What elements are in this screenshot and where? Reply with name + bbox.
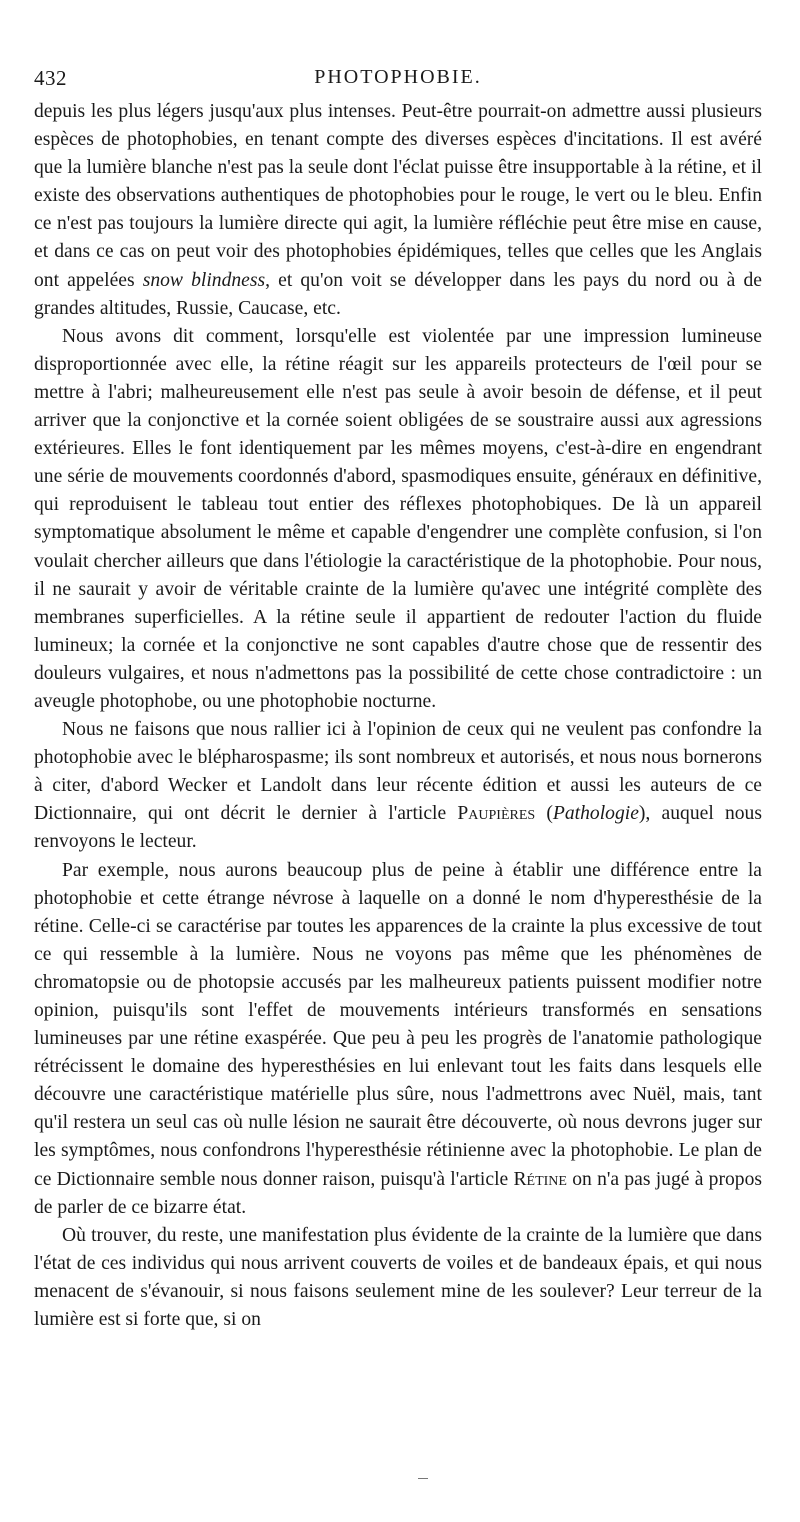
running-head <box>34 62 762 98</box>
text-run: on n'a pas jugé à propos de parler de ce bizarre état. <box>34 1168 762 1218</box>
page-number: 432 <box>34 66 67 90</box>
paragraph <box>34 98 762 323</box>
running-title: PHOTOPHOBIE. <box>314 66 482 88</box>
page-mark <box>418 1478 428 1479</box>
body-text <box>34 98 762 1334</box>
text-run: depuis les plus légers jusqu'aux plus intenses. Peut-être pourrait-on admettre aussi plusieurs espèces de photophobies, en tenant compte des diverses espèces d'incitations. Il est avéré que la lumière blanche n'est pas la seule dont l'éclat puisse être insupportable à la rétine, et il existe des observations authentiques de photophobies pour le rouge, le vert ou le bleu. Enfin ce n'est pas toujours la lumière directe qui agit, la lumière réfléchie peut être mise en cause, et dans ce cas on peut voir des photophobies épidémiques, telles que celles que les Anglais ont appelées <box>34 101 762 291</box>
paragraph <box>34 716 762 856</box>
text-run: Où trouver, du reste, une manifestation plus évidente de la crainte de la lumière que dans l'état de ces individus qui nous arrivent couverts de voiles et de bandeaux épais, et qui nous menacent de s'évanouir, si nous faisons seulement mine de les soulever? Leur terreur de la lumière est si forte que, si on <box>34 1224 762 1331</box>
text-run: , et qu'on voit se développer dans les pays du nord ou à de grandes altitudes, Russie, Caucase, etc. <box>34 269 762 319</box>
italic-text: snow blindness <box>142 269 266 291</box>
book-page <box>34 62 762 1334</box>
italic-text: Pathologie <box>552 803 639 825</box>
small-caps-text: Rétine <box>513 1168 567 1190</box>
small-caps-text: Paupières <box>457 803 536 825</box>
text-run: Nous ne faisons que nous rallier ici à l'opinion de ceux qui ne veulent pas confondre la photophobie avec le blépharospasme; ils sont nombreux et autorisés, et nous nous bornerons à citer, d'abord Wecker et Landolt dans leur récente édition et aussi les auteurs de ce Dictionnaire, qui ont décrit le dernier à l'article <box>34 719 762 825</box>
paragraph <box>34 323 762 716</box>
paragraph <box>34 1222 762 1334</box>
text-run: ( <box>535 803 553 825</box>
text-run: Par exemple, nous aurons beaucoup plus de peine à établir une différence entre la photophobie et cette étrange névrose à laquelle on a donné le nom d'hyperesthésie de la rétine. Celle-ci se caractérise par toutes les apparences de la crainte la plus excessive de tout ce qui ressemble à la lumière. Nous ne voyons pas même que les phénomènes de chromatopsie ou de photopsie accusés par les malheureux patients puissent modifier notre opinion, puisqu'ils sont l'effet de mouvements intérieurs transformés en sensations lumineuses par une rétine exaspérée. Que peu à peu les progrès de l'anatomie pathologique rétrécissent le domaine des hyperesthésies en lui enlevant tout les faits dans lesquels elle découvre une caractéristique matérielle plus sûre, nous l'admettrons avec Nuël, mais, tant qu'il restera un seul cas où nulle lésion ne saurait être découverte, où nous devrons juger sur les symptômes, nous confondrons l'hyperesthésie rétinienne avec la photophobie. Le plan de ce Dictionnaire semble nous donner raison, puisqu'à l'article <box>34 859 762 1190</box>
paragraph <box>34 857 762 1222</box>
text-run: Nous avons dit comment, lorsqu'elle est violentée par une impression lumineuse disproportionnée avec elle, la rétine réagit sur les appareils protecteurs de l'œil pour se mettre à l'abri; malheureusement elle n'est pas seule à avoir besoin de défense, et il peut arriver que la conjonctive et la cornée soient obligées de se soustraire aussi aux agressions extérieures. Elles le font identiquement par les mêmes moyens, c'est-à-dire en engendrant une série de mouvements coordonnés d'abord, spasmodiques ensuite, généraux en définitive, qui reproduisent le tableau tout entier des réflexes photophobiques. De là un appareil symptomatique absolument le même et capable d'engendrer une complète confusion, si l'on voulait chercher ailleurs que dans l'étiologie la caractéristique de la photophobie. Pour nous, il ne saurait y avoir de véritable crainte de la lumière qu'avec une intégrité complète des membranes superficielles. A la rétine seule il appartient de redouter l'action du fluide lumineux; la cornée et la conjonctive ne sont capables d'autre chose que de ressentir des douleurs vulgaires, et nous n'admettons pas la possibilité de cette chose contradictoire : un aveugle photophobe, ou une photophobie nocturne. <box>34 325 762 712</box>
text-run: ), auquel nous renvoyons le lecteur. <box>34 803 762 853</box>
